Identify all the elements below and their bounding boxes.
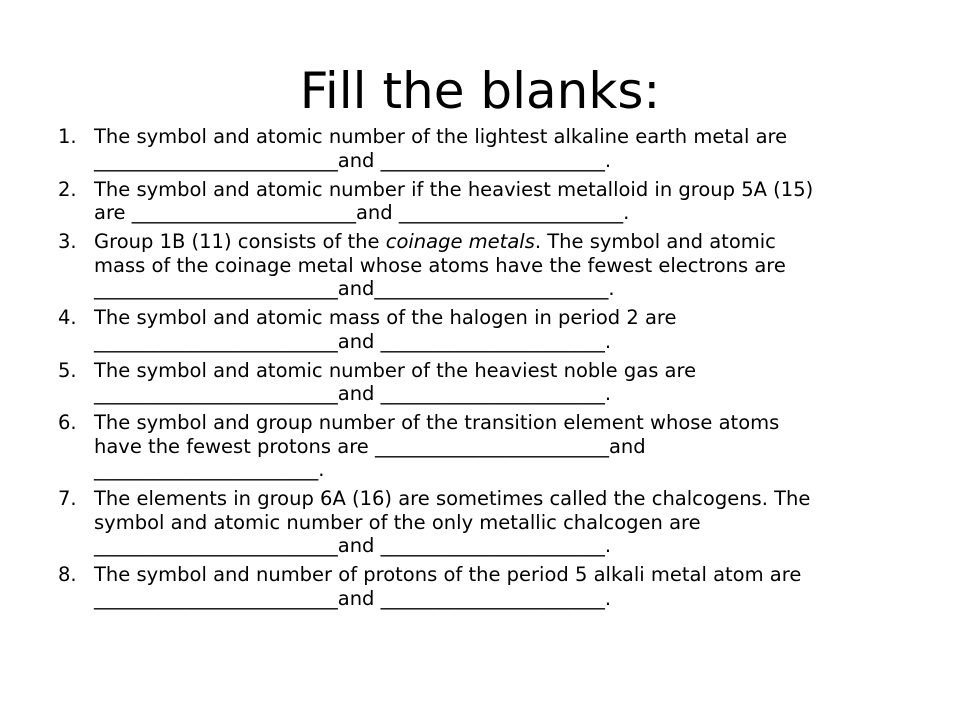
question-text: The elements in group 6A (16) are sometimes called the chalcogens. The symbol and atomic number of the only metallic chalcogen are _________________________and _______________________. [94,487,811,557]
question-number: 8. [58,563,77,586]
question-text: The symbol and atomic number of the heaviest noble gas are _________________________and _______________________. [94,358,697,405]
question-item-8 [58,563,908,610]
question-item-3 [58,230,908,301]
question-number: 7. [58,487,77,510]
question-number: 5. [58,358,77,382]
question-text-segment: Group 1B (11) consists of the [94,230,386,253]
question-item-4 [58,306,908,353]
question-number: 6. [58,411,77,434]
question-text-segment: . The symbol and atomic mass of the coinage metal whose atoms have the fewest electrons are _________________________and________________________. [94,230,786,300]
question-text: The symbol and group number of the transition element whose atoms have the fewest protons are ________________________and _______________________. [94,411,780,481]
question-text: The symbol and atomic number of the lightest alkaline earth metal are _________________________and _______________________. [94,125,788,172]
question-text: The symbol and atomic mass of the halogen in period 2 are _________________________and _______________________. [94,306,677,353]
question-number: 4. [58,306,77,329]
question-text: The symbol and number of protons of the period 5 alkali metal atom are _________________________and _______________________. [94,563,802,610]
question-text [94,230,908,301]
question-item-6 [58,411,908,482]
question-number: 3. [58,230,77,253]
question-item-7 [58,487,908,558]
question-item-5 [58,359,908,406]
question-item-2 [58,178,908,225]
question-list [58,125,908,616]
question-item-1 [58,125,908,172]
question-text-italic: coinage metals [385,230,535,253]
slide-title: Fill the blanks: [299,62,661,120]
question-number: 2. [58,177,77,201]
question-number: 1. [58,125,77,148]
question-text: The symbol and atomic number if the heaviest metalloid in group 5A (15) are _______________________and _______________________. [94,177,814,224]
